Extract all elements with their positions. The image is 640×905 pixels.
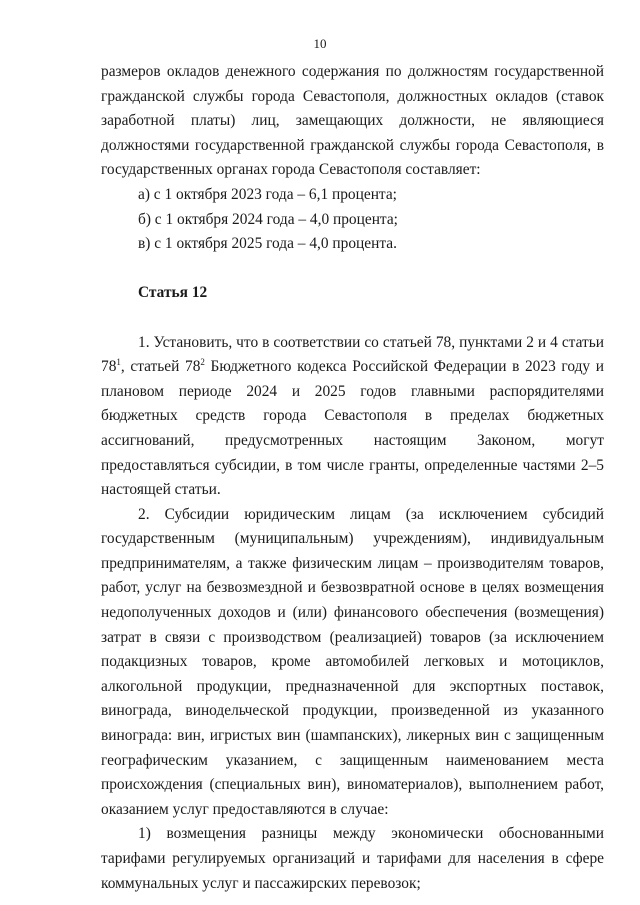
spacer bbox=[101, 257, 604, 282]
clause-1-superscript-a: 1 bbox=[116, 357, 121, 368]
clause-1-text-a: 1. Установить, что в соответствии со статьей 78, пунктами 2 и 4 статьи 78 bbox=[101, 333, 604, 376]
intro-paragraph: размеров окладов денежного содержания по должностям государственной гражданской службы города Севастополя, должностных окладов (ставок заработной платы) лиц, замещающих должности, не являющиеся должностями государственной гражданской службы города Севастополя, в государственных органах города Севастополя составляет: bbox=[101, 63, 604, 179]
sub-item-1: 1) возмещения разницы между экономически обоснованными тарифами регулируемых организаций и тарифами для населения в сфере коммунальных услуг и пассажирских перевозок; bbox=[101, 825, 604, 892]
clause-1-text-c: Бюджетного кодекса Российской Федерации в 2023 году и плановом периоде 2024 и 2025 годов главными распорядителями бюджетных средств города Севастополя в пределах бюджетных ассигнований, предусмотренных настоящим Законом, могут предоставляться субсидии, в том числе гранты, определенные частями 2–5 настоящей статьи. bbox=[101, 358, 604, 499]
document-body bbox=[101, 60, 604, 896]
clause-2: 2. Субсидии юридическим лицам (за исключением субсидий государственным (муниципальным) учреждениям), индивидуальным предпринимателям, а также физическим лицам – производителям товаров, работ, услуг на безвозмездной и безвозвратной основе в целях возмещения недополученных доходов и (или) финансового обеспечения (возмещения) затрат в связи с производством (реализацией) товаров (за исключением подакцизных товаров, кроме автомобилей легковых и мотоциклов, алкогольной продукции, предназначенной для экспортных поставок, винограда, винодельческой продукции, произведенной из указанного винограда: вин, игристых вин (шампанских), ликерных вин с защищенным географическим указанием, с защищенным наименованием места происхождения (специальных вин), виноматериалов), выполнением работ, оказанием услуг предоставляются в случае: bbox=[101, 505, 604, 818]
clause-1-superscript-b: 2 bbox=[200, 357, 205, 368]
list-item-b: б) с 1 октября 2024 года – 4,0 процента; bbox=[138, 210, 398, 228]
page-number: 10 bbox=[313, 36, 327, 51]
spacer bbox=[101, 306, 604, 331]
clause-1 bbox=[101, 331, 604, 503]
article-heading: Статья 12 bbox=[138, 284, 208, 302]
list-item-a: а) с 1 октября 2023 года – 6,1 процента; bbox=[138, 185, 397, 203]
list-item-c: в) с 1 октября 2025 года – 4,0 процента. bbox=[138, 235, 397, 253]
clause-1-text-b: , статьей 78 bbox=[120, 358, 201, 376]
